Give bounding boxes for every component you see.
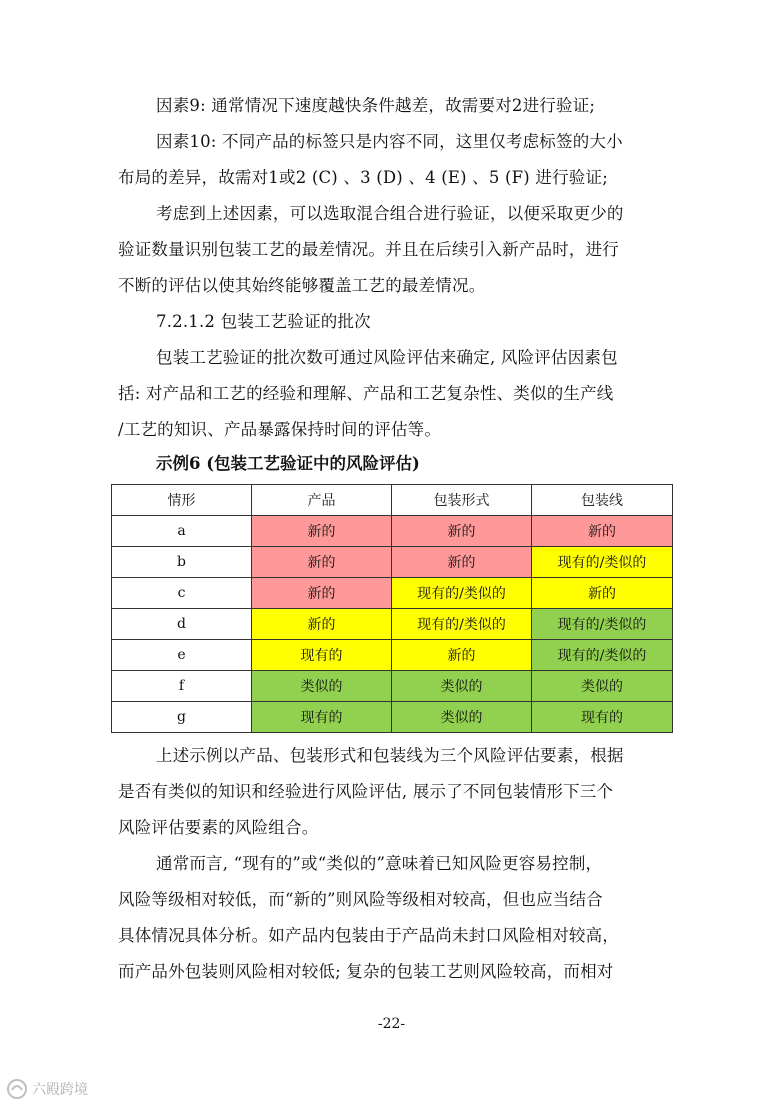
- header-packaging-form: 包装形式: [392, 485, 532, 516]
- text-line: 风险等级相对较低，而“新的”则风险等级相对较高，但也应当结合: [118, 890, 603, 909]
- table-row: [112, 702, 673, 733]
- text-line: 而产品外包装则风险相对较低; 复杂的包装工艺则风险较高，而相对: [118, 962, 614, 981]
- table-row: [112, 640, 673, 671]
- case-cell: f: [112, 671, 252, 702]
- text-line: 考虑到上述因素，可以选取混合组合进行验证，以便采取更少的: [156, 204, 624, 223]
- text-line: 因素9: 通常情况下速度越快条件越差，故需要对2进行验证;: [156, 96, 596, 115]
- text-line: 不断的评估以使其始终能够覆盖工艺的最差情况。: [118, 276, 486, 295]
- risk-cell: 现有的/类似的: [532, 609, 673, 640]
- risk-cell: 现有的: [252, 702, 392, 733]
- risk-cell: 新的: [392, 547, 532, 578]
- paragraph: [118, 304, 666, 340]
- case-cell: e: [112, 640, 252, 671]
- watermark: [6, 1078, 88, 1100]
- risk-cell: 新的: [532, 578, 673, 609]
- text-line: 通常而言, “现有的”或“类似的”意味着已知风险更容易控制，: [156, 854, 603, 873]
- table-row: [112, 671, 673, 702]
- risk-cell: 类似的: [252, 671, 392, 702]
- risk-assessment-table: [111, 484, 673, 733]
- text-line: 具体情况具体分析。如产品内包装由于产品尚未封口风险相对较高，: [118, 926, 619, 945]
- risk-cell: 新的: [252, 578, 392, 609]
- risk-cell: 现有的: [532, 702, 673, 733]
- paragraph: [118, 196, 666, 304]
- risk-cell: 现有的/类似的: [532, 640, 673, 671]
- table-row: [112, 578, 673, 609]
- page-number: -22-: [377, 1016, 406, 1032]
- text-line: 上述示例以产品、包装形式和包装线为三个风险评估要素，根据: [156, 746, 624, 765]
- paragraph: [118, 738, 666, 846]
- header-product: 产品: [252, 485, 392, 516]
- risk-cell: 新的: [252, 547, 392, 578]
- text-line: /工艺的知识、产品暴露保持时间的评估等。: [118, 420, 442, 439]
- table-row: [112, 609, 673, 640]
- case-cell: a: [112, 516, 252, 547]
- example-title: 示例6 (包装工艺验证中的风险评估): [156, 454, 420, 473]
- paragraph: [118, 846, 666, 990]
- paragraph: [118, 124, 666, 196]
- text-line: 是否有类似的知识和经验进行风险评估, 展示了不同包装情形下三个: [118, 782, 614, 801]
- watermark-logo-icon: [6, 1078, 28, 1100]
- text-line: 包装工艺验证的批次数可通过风险评估来确定, 风险评估因素包: [156, 348, 618, 367]
- case-cell: c: [112, 578, 252, 609]
- text-line: 验证数量识别包装工艺的最差情况。并且在后续引入新产品时，进行: [118, 240, 619, 259]
- case-cell: b: [112, 547, 252, 578]
- risk-cell: 现有的/类似的: [392, 609, 532, 640]
- paragraph: [118, 88, 666, 124]
- text-line: 7.2.1.2 包装工艺验证的批次: [156, 312, 371, 331]
- table-header-row: [112, 485, 673, 516]
- risk-cell: 新的: [392, 640, 532, 671]
- risk-cell: 类似的: [392, 671, 532, 702]
- text-line: 括: 对产品和工艺的经验和理解、产品和工艺复杂性、类似的生产线: [118, 384, 614, 403]
- risk-cell: 类似的: [392, 702, 532, 733]
- watermark-text: 六殿跨境: [32, 1082, 88, 1098]
- risk-cell: 类似的: [532, 671, 673, 702]
- text-line: 布局的差异，故需对1或2 (C) 、3 (D) 、4 (E) 、5 (F) 进行验证;: [118, 168, 608, 187]
- risk-cell: 新的: [252, 516, 392, 547]
- table-row: [112, 547, 673, 578]
- risk-cell: 现有的/类似的: [392, 578, 532, 609]
- text-line: 风险评估要素的风险组合。: [118, 818, 319, 837]
- table-row: [112, 516, 673, 547]
- text-line: 因素10: 不同产品的标签只是内容不同，这里仅考虑标签的大小: [156, 132, 623, 151]
- risk-cell: 新的: [532, 516, 673, 547]
- case-cell: g: [112, 702, 252, 733]
- case-cell: d: [112, 609, 252, 640]
- header-case: 情形: [112, 485, 252, 516]
- risk-cell: 现有的: [252, 640, 392, 671]
- risk-cell: 现有的/类似的: [532, 547, 673, 578]
- risk-cell: 新的: [392, 516, 532, 547]
- risk-cell: 新的: [252, 609, 392, 640]
- paragraph: [118, 340, 666, 448]
- header-packaging-line: 包装线: [532, 485, 673, 516]
